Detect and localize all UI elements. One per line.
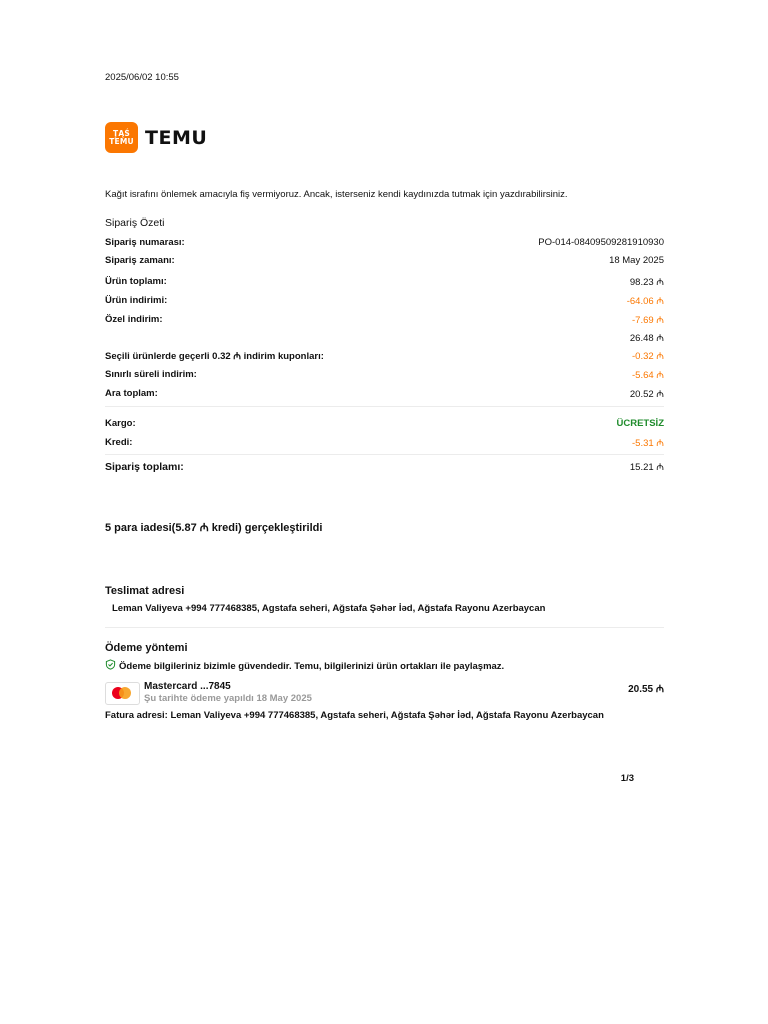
coupon-row: [105, 349, 664, 362]
credit-value: -5.31 ₼: [632, 438, 664, 449]
billing-address-value: Leman Valiyeva +994 777468385, Agstafa seheri, Ağstafa Şəhər İəd, Ağstafa Rayonu Azerbaycan: [170, 710, 604, 721]
order-date-label: Sipariş zamanı:: [105, 255, 175, 266]
logo-badge-line1: ŢĄŚ: [113, 128, 130, 138]
summary-divider: [105, 406, 664, 407]
credit-row: [105, 436, 664, 449]
limited-discount-value: -5.64 ₼: [632, 370, 664, 381]
card-name: Mastercard ...7845: [144, 681, 231, 692]
refund-message: 5 para iadesi(5.87 ₼ kredi) gerçekleştirildi: [105, 522, 323, 534]
credit-label: Kredi:: [105, 437, 133, 448]
items-total-label: Ürün toplamı:: [105, 276, 167, 287]
item-discount-value: -64.06 ₼: [626, 296, 664, 307]
shipping-label: Kargo:: [105, 418, 136, 429]
limited-discount-label: Sınırlı süreli indirim:: [105, 369, 197, 380]
payment-amount: 20.55 ₼: [628, 684, 664, 695]
order-total-label: Sipariş toplamı:: [105, 460, 184, 473]
temu-logo-badge: [105, 122, 138, 153]
order-summary-title: Sipariş Özeti: [105, 217, 165, 229]
special-discount-label: Özel indirim:: [105, 314, 163, 325]
order-number-value: PO-014-08409509281910930: [538, 237, 664, 248]
items-total-value: 98.23 ₼: [629, 277, 664, 288]
order-total-row: [105, 460, 664, 473]
subtotal-row: [105, 387, 664, 400]
payment-date: Şu tarihte ödeme yapıldı 18 May 2025: [144, 693, 312, 704]
special-discount-value: -7.69 ₼: [632, 315, 664, 326]
temu-logo: [105, 122, 207, 153]
print-timestamp: 2025/06/02 10:55: [105, 72, 179, 83]
logo-wordmark: TEMU: [145, 126, 208, 149]
receipt-notice: Kağıt israfını önlemek amacıyla fiş vermiyoruz. Ancak, isterseniz kendi kaydınızda tutmak için yazdırabilirsiniz.: [105, 189, 568, 200]
delivery-address: Leman Valiyeva +994 777468385, Agstafa seheri, Ağstafa Şəhər İəd, Ağstafa Rayonu Azerbaycan: [112, 603, 546, 614]
item-discount-row: [105, 294, 664, 307]
shipping-row: [105, 418, 664, 429]
after-discount-row: [105, 331, 664, 344]
delivery-address-title: Teslimat adresi: [105, 585, 185, 597]
shield-check-icon: [105, 659, 116, 673]
order-number-row: [105, 237, 664, 248]
payment-method-title: Ödeme yöntemi: [105, 642, 188, 654]
items-total-row: [105, 275, 664, 288]
subtotal-label: Ara toplam:: [105, 388, 158, 399]
special-discount-row: [105, 313, 664, 326]
logo-badge-line2: TEMU: [109, 136, 134, 146]
item-discount-label: Ürün indirimi:: [105, 295, 168, 306]
limited-discount-row: [105, 368, 664, 381]
coupon-label: Seçili ürünlerde geçerli 0.32 ₼ indirim kuponları:: [105, 351, 324, 362]
billing-address-label: Fatura adresi:: [105, 710, 168, 721]
shipping-value: ÜCRETSİZ: [616, 418, 664, 429]
after-discount-value: 26.48 ₼: [629, 333, 664, 344]
delivery-divider: [105, 627, 664, 628]
order-number-label: Sipariş numarası:: [105, 237, 185, 248]
billing-address: [105, 709, 605, 723]
subtotal-value: 20.52 ₼: [629, 389, 664, 400]
payment-security-text: Ödeme bilgileriniz bizimle güvendedir. Temu, bilgilerinizi ürün ortakları ile paylaşmaz.: [119, 660, 505, 672]
order-date-value: 18 May 2025: [609, 255, 664, 266]
order-date-row: [105, 255, 664, 266]
order-total-value: 15.21 ₼: [629, 462, 664, 473]
coupon-value: -0.32 ₼: [632, 351, 664, 362]
payment-security-note: [105, 659, 504, 673]
page-number: 1/3: [620, 773, 634, 784]
total-divider: [105, 454, 664, 455]
mastercard-icon: [105, 682, 140, 705]
